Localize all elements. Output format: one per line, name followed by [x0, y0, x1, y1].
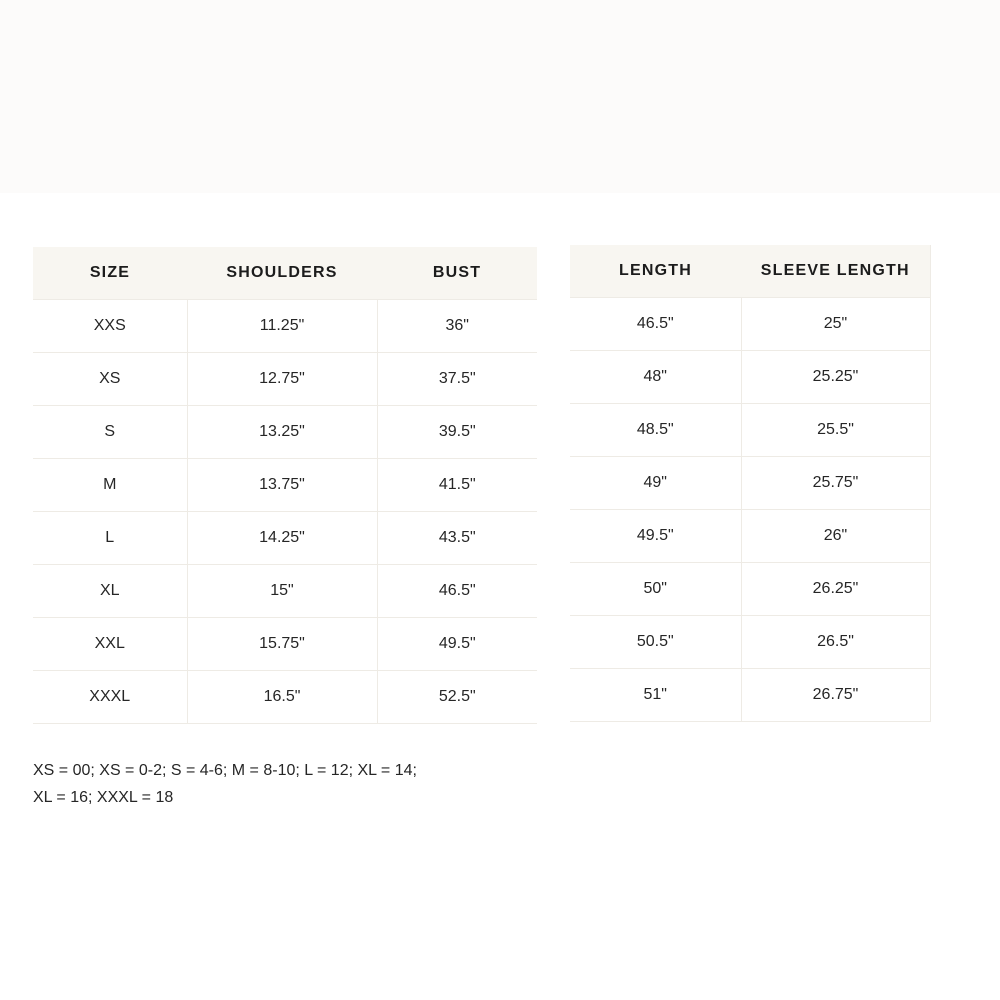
bust-cell: 36" [377, 300, 537, 353]
column-header-bust: BUST [377, 247, 537, 300]
length-cell: 49" [570, 457, 741, 510]
size-table-right [570, 245, 931, 722]
length-cell: 51" [570, 669, 741, 722]
header-row [570, 245, 930, 298]
shoulders-cell: 16.5" [187, 671, 377, 724]
bust-cell: 49.5" [377, 618, 537, 671]
size-cell: XS [33, 353, 187, 406]
table-row [33, 353, 537, 406]
size-cell: XXS [33, 300, 187, 353]
size-cell: M [33, 459, 187, 512]
table-row [570, 404, 930, 457]
length-cell: 49.5" [570, 510, 741, 563]
header-row [33, 247, 537, 300]
length-cell: 50.5" [570, 616, 741, 669]
table-row [570, 457, 930, 510]
sleeve-length-cell: 26" [741, 510, 930, 563]
table-row [33, 300, 537, 353]
table-row [570, 669, 930, 722]
sleeve-length-cell: 25.25" [741, 351, 930, 404]
sleeve-length-cell: 26.25" [741, 563, 930, 616]
column-header-shoulders: SHOULDERS [187, 247, 377, 300]
length-cell: 46.5" [570, 298, 741, 351]
sleeve-length-cell: 26.75" [741, 669, 930, 722]
size-cell: S [33, 406, 187, 459]
column-header-size: SIZE [33, 247, 187, 300]
table-row [33, 512, 537, 565]
shoulders-cell: 15" [187, 565, 377, 618]
bust-cell: 46.5" [377, 565, 537, 618]
bust-cell: 43.5" [377, 512, 537, 565]
shoulders-cell: 11.25" [187, 300, 377, 353]
shoulders-cell: 13.75" [187, 459, 377, 512]
table-row [33, 406, 537, 459]
sleeve-length-cell: 26.5" [741, 616, 930, 669]
sleeve-length-cell: 25.5" [741, 404, 930, 457]
table-row [570, 616, 930, 669]
column-header-sleeve-length: SLEEVE LENGTH [741, 245, 930, 298]
length-cell: 50" [570, 563, 741, 616]
table-row [570, 563, 930, 616]
size-cell: XL [33, 565, 187, 618]
table-row [570, 510, 930, 563]
bust-cell: 39.5" [377, 406, 537, 459]
size-note-line-1: XS = 00; XS = 0-2; S = 4-6; M = 8-10; L = 12; XL = 14; [33, 762, 417, 779]
length-cell: 48" [570, 351, 741, 404]
length-cell: 48.5" [570, 404, 741, 457]
size-cell: XXL [33, 618, 187, 671]
size-cell: L [33, 512, 187, 565]
sleeve-length-cell: 25.75" [741, 457, 930, 510]
bust-cell: 52.5" [377, 671, 537, 724]
table-row [33, 618, 537, 671]
size-cell: XXXL [33, 671, 187, 724]
shoulders-cell: 13.25" [187, 406, 377, 459]
sleeve-length-cell: 25" [741, 298, 930, 351]
shoulders-cell: 12.75" [187, 353, 377, 406]
bust-cell: 41.5" [377, 459, 537, 512]
shoulders-cell: 14.25" [187, 512, 377, 565]
size-conversion-note [33, 757, 533, 811]
table-row [570, 351, 930, 404]
bust-cell: 37.5" [377, 353, 537, 406]
table-row [33, 565, 537, 618]
size-table-left [33, 247, 537, 724]
header-band [0, 0, 1000, 193]
table-row [33, 671, 537, 724]
size-note-line-2: XL = 16; XXXL = 18 [33, 789, 174, 806]
table-row [33, 459, 537, 512]
column-header-length: LENGTH [570, 245, 741, 298]
table-row [570, 298, 930, 351]
shoulders-cell: 15.75" [187, 618, 377, 671]
